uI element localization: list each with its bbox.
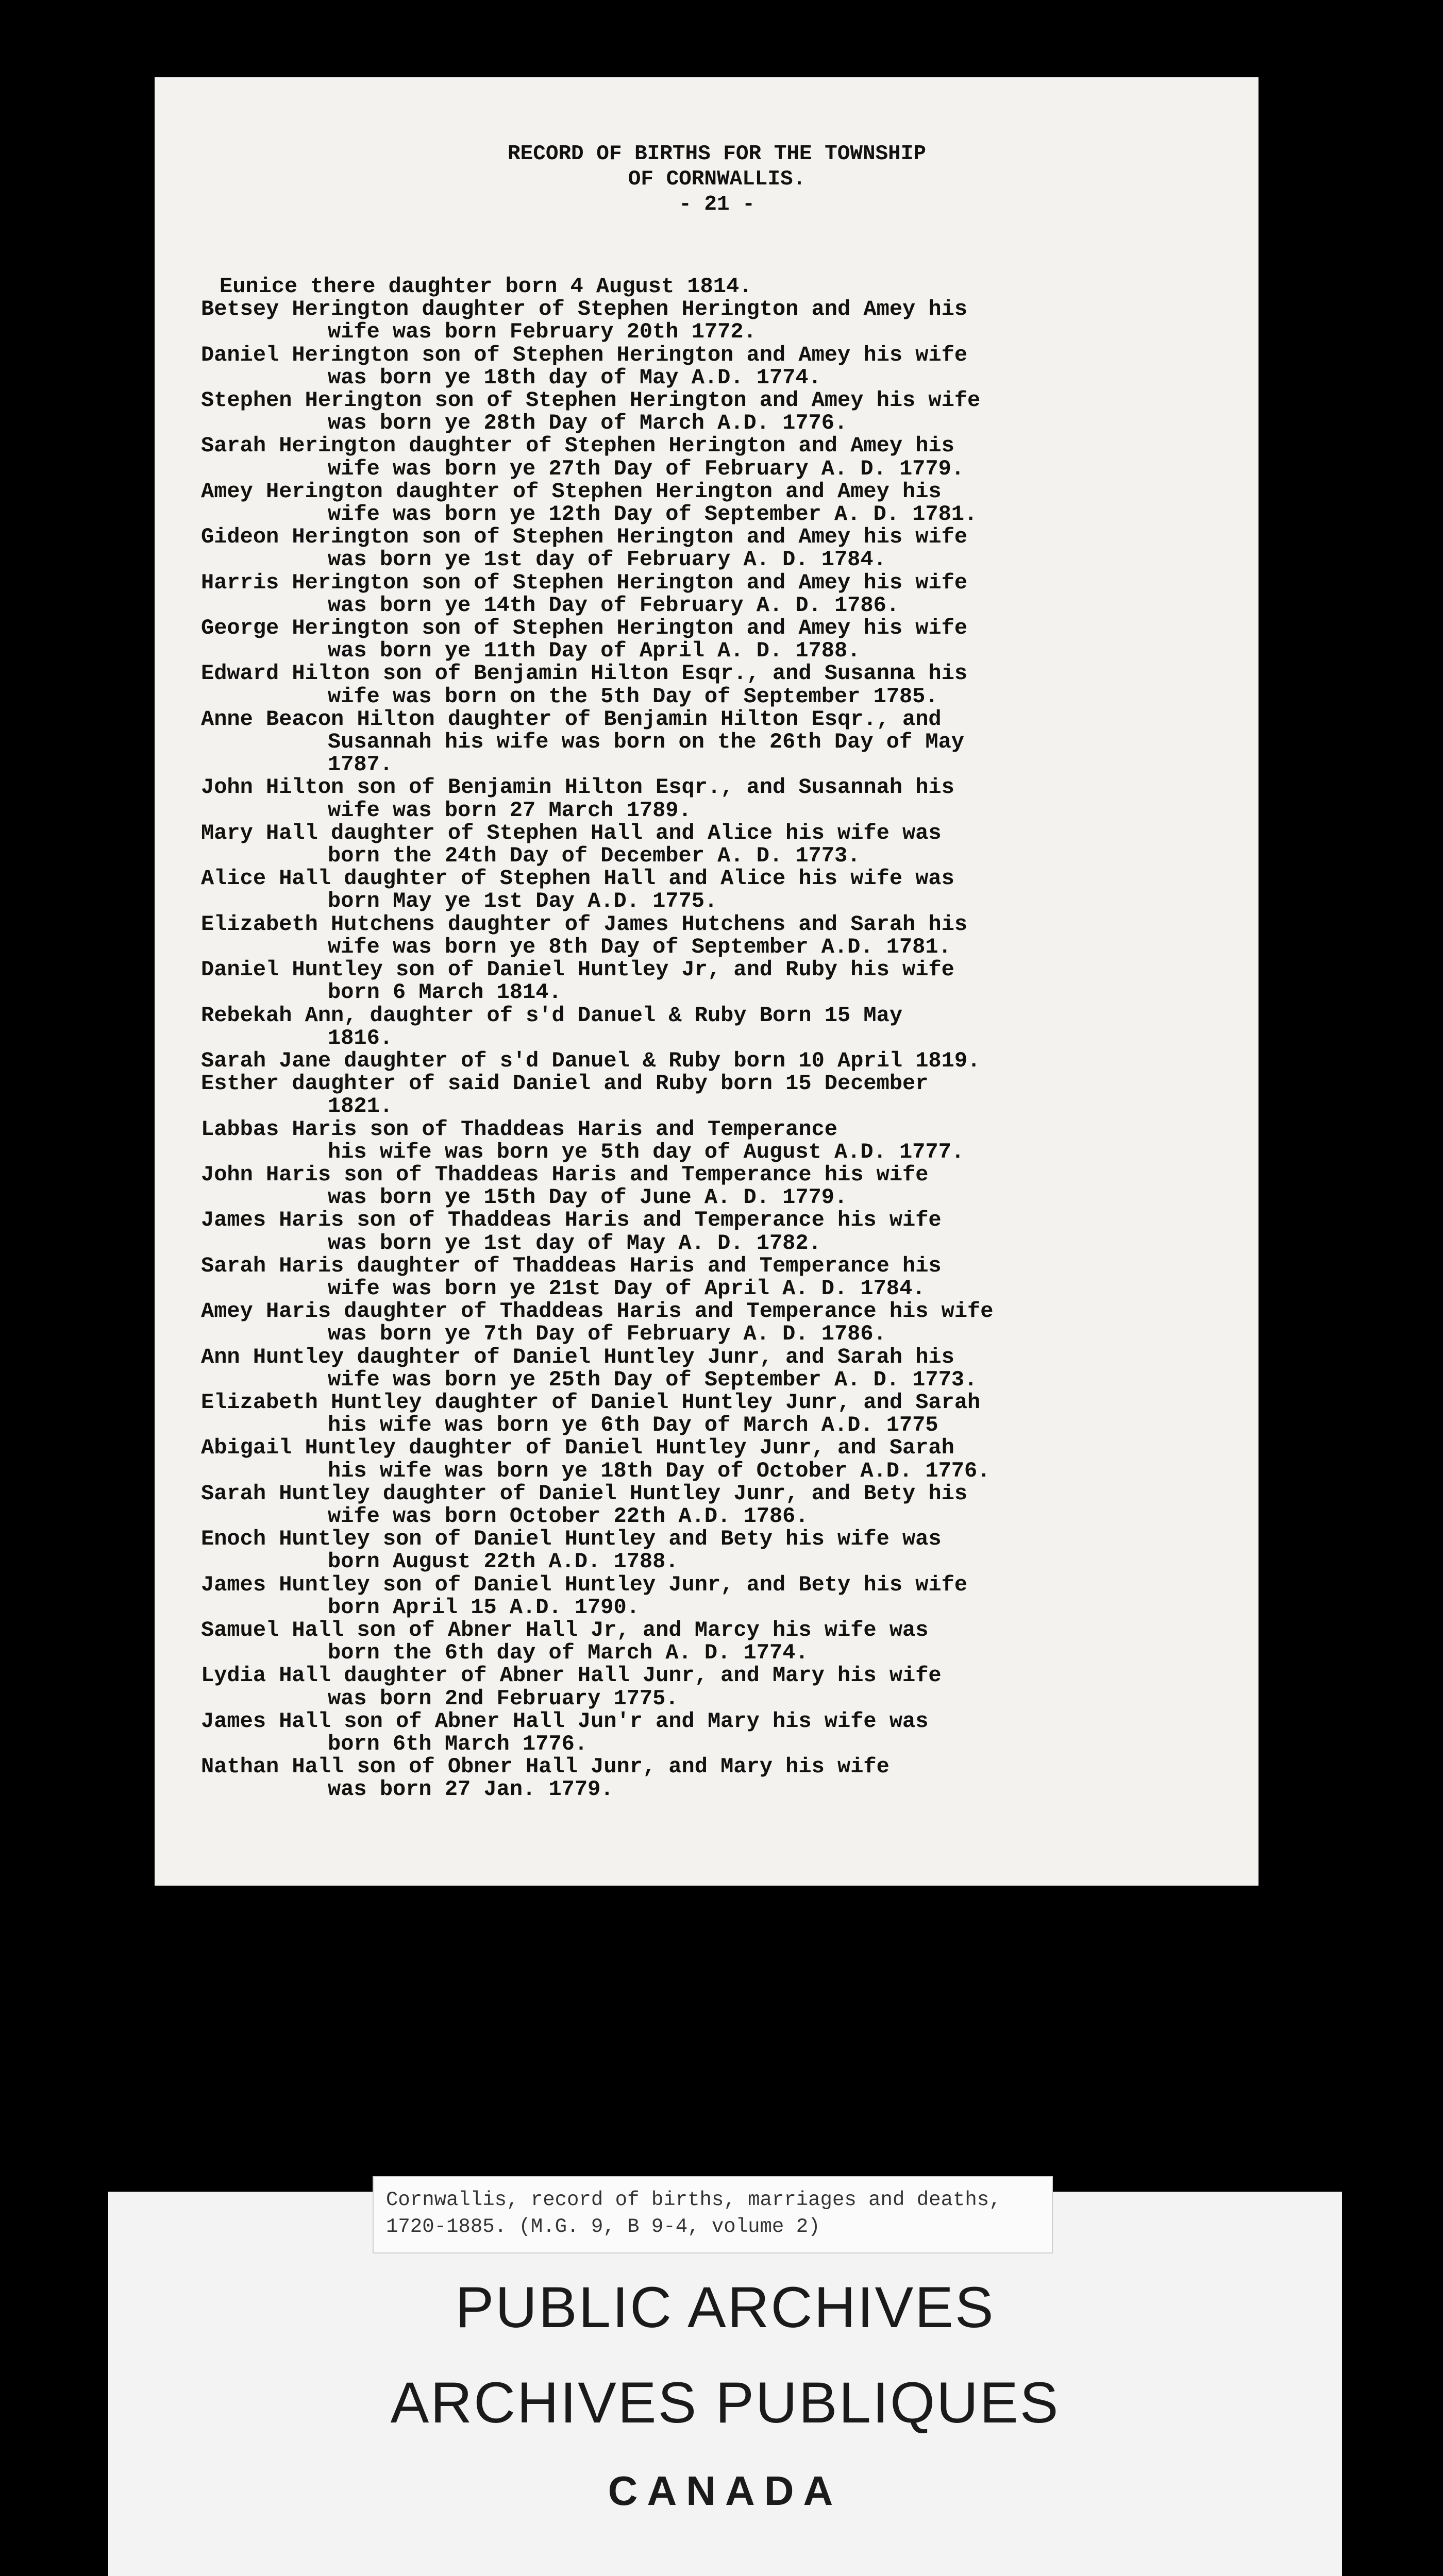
birth-record-entry: Elizabeth Huntley daughter of Daniel Huntley Junr, and Sarah his wife was born ye 6th Day of March A.D. 1775: [201, 1389, 981, 1438]
archives-name-english: PUBLIC ARCHIVES: [455, 2275, 995, 2340]
birth-record-entry: Gideon Herington son of Stephen Herington and Amey his wife was born ye 1st day of February A. D. 1784.: [201, 524, 968, 572]
birth-record-entry: Labbas Haris son of Thaddeas Haris and Temperance his wife was born ye 5th day of August A.D. 1777.: [201, 1116, 965, 1164]
archives-name-french: ARCHIVES PUBLIQUES: [390, 2370, 1060, 2435]
birth-record-entry: Daniel Herington son of Stephen Herington and Amey his wife was born ye 18th day of May A.D. 1774.: [201, 342, 968, 390]
birth-record-entry: Elizabeth Hutchens daughter of James Hutchens and Sarah his wife was born ye 8th Day of September A.D. 1781.: [201, 911, 968, 959]
birth-record-entry: Sarah Haris daughter of Thaddeas Haris and Temperance his wife was born ye 21st Day of April A. D. 1784.: [201, 1253, 942, 1301]
birth-record-entry: John Haris son of Thaddeas Haris and Temperance his wife was born ye 15th Day of June A. D. 1779.: [201, 1162, 929, 1210]
birth-record-entry: Esther daughter of said Daniel and Ruby born 15 December 1821.: [201, 1071, 929, 1119]
birth-record-entry: Amey Haris daughter of Thaddeas Haris and Temperance his wife was born ye 7th Day of February A. D. 1786.: [201, 1299, 994, 1347]
archives-country: CANADA: [608, 2468, 843, 2514]
birth-record-entry: Stephen Herington son of Stephen Herington and Amey his wife was born ye 28th Day of March A.D. 1776.: [201, 388, 981, 436]
page-title-line-2: OF CORNWALLIS.: [628, 167, 806, 191]
birth-record-entry: James Hall son of Abner Hall Jun'r and Mary his wife was born 6th March 1776.: [201, 1708, 929, 1756]
birth-record-entry: Eunice there daughter born 4 August 1814.: [220, 274, 752, 299]
document-page: [155, 77, 1259, 1886]
birth-record-entry: Samuel Hall son of Abner Hall Jr, and Marcy his wife was born the 6th day of March A. D. 1774.: [201, 1617, 929, 1666]
birth-record-entry: Sarah Herington daughter of Stephen Herington and Amey his wife was born ye 27th Day of February A. D. 1779.: [201, 433, 965, 481]
catalog-line-1: Cornwallis, record of births, marriages and deaths,: [386, 2189, 1001, 2211]
catalog-line-2: 1720-1885. (M.G. 9, B 9-4, volume 2): [386, 2215, 820, 2238]
birth-record-entry: Mary Hall daughter of Stephen Hall and Alice his wife was born the 24th Day of December A. D. 1773.: [201, 820, 942, 869]
birth-record-entry: Anne Beacon Hilton daughter of Benjamin Hilton Esqr., and Susannah his wife was born on the 26th Day of May 1787.: [201, 706, 965, 777]
catalog-slip: [373, 2176, 1053, 2253]
page-title-line-1: RECORD OF BIRTHS FOR THE TOWNSHIP: [508, 142, 926, 166]
birth-record-entry: Abigail Huntley daughter of Daniel Huntley Junr, and Sarah his wife was born ye 18th Day of October A.D. 1776.: [201, 1435, 991, 1483]
birth-record-entry: Amey Herington daughter of Stephen Herington and Amey his wife was born ye 12th Day of September A. D. 1781.: [201, 479, 978, 527]
birth-record-entry: James Huntley son of Daniel Huntley Junr, and Bety his wife born April 15 A.D. 1790.: [201, 1572, 968, 1620]
birth-record-entry: Harris Herington son of Stephen Herington and Amey his wife was born ye 14th Day of February A. D. 1786.: [201, 570, 968, 618]
birth-record-entry: Ann Huntley daughter of Daniel Huntley Junr, and Sarah his wife was born ye 25th Day of September A. D. 1773.: [201, 1344, 978, 1392]
birth-record-entry: Enoch Huntley son of Daniel Huntley and Bety his wife was born August 22th A.D. 1788.: [201, 1527, 942, 1574]
birth-record-list: [201, 275, 1212, 1801]
birth-record-entry: Sarah Jane daughter of s'd Danuel & Ruby born 10 April 1819.: [201, 1048, 981, 1073]
birth-record-entry: John Hilton son of Benjamin Hilton Esqr., and Susannah his wife was born 27 March 1789.: [201, 775, 954, 823]
birth-record-entry: Lydia Hall daughter of Abner Hall Junr, and Mary his wife was born 2nd February 1775.: [201, 1663, 942, 1711]
birth-record-entry: James Haris son of Thaddeas Haris and Temperance his wife was born ye 1st day of May A. D. 1782.: [201, 1208, 942, 1256]
archives-label-card: [108, 2189, 1342, 2576]
birth-record-entry: Daniel Huntley son of Daniel Huntley Jr, and Ruby his wife born 6 March 1814.: [201, 957, 954, 1005]
birth-record-entry: Edward Hilton son of Benjamin Hilton Esqr., and Susanna his wife was born on the 5th Day of September 1785.: [201, 661, 968, 709]
page-header: [222, 142, 1212, 217]
birth-record-entry: Rebekah Ann, daughter of s'd Danuel & Ruby Born 15 May 1816.: [201, 1003, 903, 1050]
birth-record-entry: George Herington son of Stephen Herington and Amey his wife was born ye 11th Day of April A. D. 1788.: [201, 616, 968, 664]
birth-record-entry: Nathan Hall son of Obner Hall Junr, and Mary his wife was born 27 Jan. 1779.: [201, 1754, 890, 1802]
birth-record-entry: Sarah Huntley daughter of Daniel Huntley Junr, and Bety his wife was born October 22th A.D. 1786.: [201, 1481, 968, 1529]
birth-record-entry: Betsey Herington daughter of Stephen Herington and Amey his wife was born February 20th 1772.: [201, 297, 968, 345]
page-number: - 21 -: [679, 193, 755, 216]
birth-record-entry: Alice Hall daughter of Stephen Hall and Alice his wife was born May ye 1st Day A.D. 1775.: [201, 866, 954, 914]
